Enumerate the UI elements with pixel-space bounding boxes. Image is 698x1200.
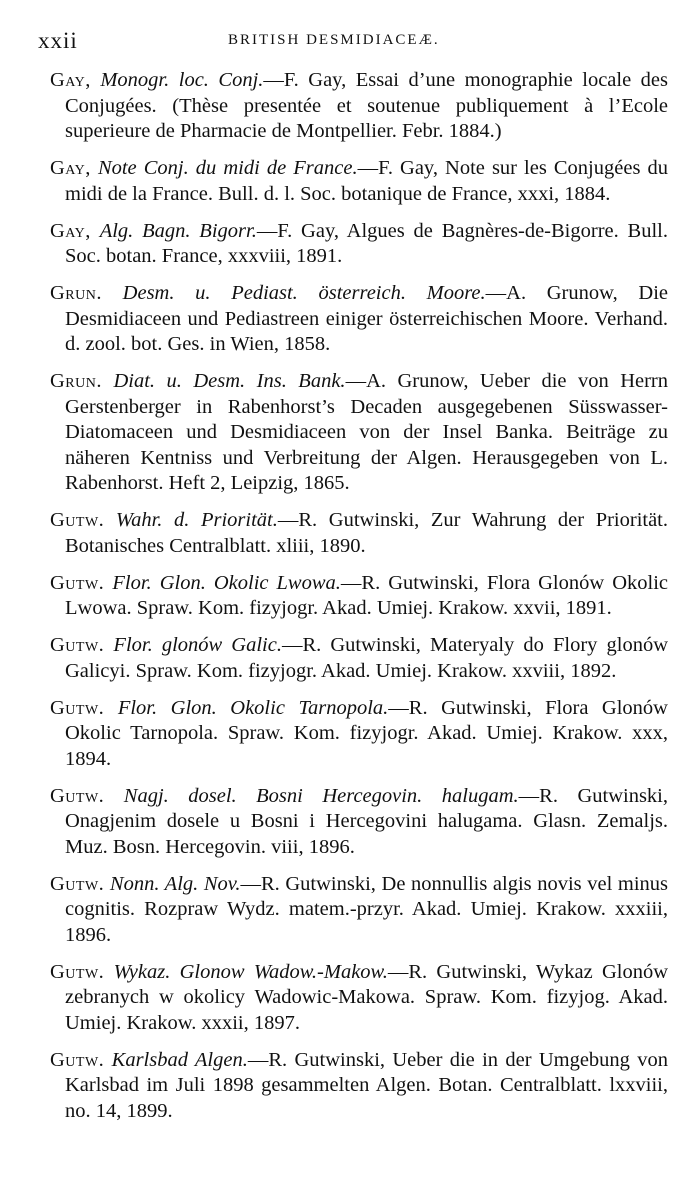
entry-abbreviation: Nonn. Alg. Nov. [109, 872, 241, 895]
entry-citation: F. Gay, Algues de Bagnères-de-Bigorre. Bull. Soc. botan. France, xxxviii, 1891. [65, 219, 668, 267]
entry-author: Gutw. [50, 571, 105, 594]
bibliography-entry: Gutw. Flor. Glon. Okolic Lwowa.—R. Gutwinski, Flora Glonów Okolic Lwowa. Spraw. Kom. fizyjogr. Akad. Umiej. Krakow. xxvii, 1891. [50, 571, 669, 619]
entry-abbreviation: Nagj. dosel. Bosni Hercegovin. halugam. [123, 784, 519, 807]
entry-author: Gutw. [50, 784, 105, 807]
entry-abbreviation: Wahr. d. Priorität. [115, 509, 278, 531]
entry-abbreviation: Desm. u. Pediast. österreich. Moore. [122, 282, 486, 304]
entry-citation: R. Gutwinski, De nonnullis algis novis vel minus cognitis. Rozpraw Wydz. matem.-przyr. Akad. Umiej. Krakow. xxxiii, 1896. [65, 872, 668, 946]
bibliography-entry: Gutw. Nagj. dosel. Bosni Hercegovin. halugam.—R. Gutwinski, Onagjenim dosele u Bosni i Hercegovini halugama. Glasn. Zemaljs. Muz. Bosn. Hercegovin. viii, 1896. [50, 784, 668, 858]
entry-author: Gutw. [50, 960, 105, 983]
entry-citation: R. Gutwinski, Flora Glonów Okolic Lwowa. Spraw. Kom. fizyjogr. Akad. Umiej. Krakow. xxvii, 1891. [65, 571, 669, 619]
bibliography-entry: Gutw. Karlsbad Algen.—R. Gutwinski, Ueber die in der Umgebung von Karlsbad im Juli 1898 gesammelten Algen. Botan. Centralblatt. lxxviii, no. 14, 1899. [50, 1048, 668, 1122]
page-number: xxii [38, 28, 78, 53]
entry-author: Gutw. [50, 872, 105, 895]
running-title: BRITISH DESMIDIACEÆ. [228, 32, 440, 48]
entry-author: Gutw. [50, 696, 105, 719]
entry-citation: A. Grunow, Ueber die von Herrn Gerstenberger in Rabenhorst’s Decaden ausgegebenen Süsswasser-Diatomaceen und Desmidiaceen von der Insel Banka. Beiträge zu näheren Kentniss und Verbreitung der Algen. Herausgegeben von L. Rabenhorst. Heft 2, Leipzig, 1865. [65, 370, 669, 494]
entry-abbreviation: Flor. glonów Galic. [113, 634, 282, 656]
entry-abbreviation: Alg. Bagn. Bigorr. [99, 219, 257, 242]
entry-author: Gutw. [50, 509, 105, 531]
entry-citation: R. Gutwinski, Onagjenim dosele u Bosni i Hercegovini halugama. Glasn. Zemaljs. Muz. Bosn. Hercegovin. viii, 1896. [65, 784, 668, 858]
bibliography-entry: Gutw. Nonn. Alg. Nov.—R. Gutwinski, De nonnullis algis novis vel minus cognitis. Rozpraw Wydz. matem.-przyr. Akad. Umiej. Krakow. xxxiii, 1896. [50, 872, 668, 946]
entry-author: Gutw. [50, 1048, 105, 1071]
bibliography-entry: Grun. Desm. u. Pediast. österreich. Moore.—A. Grunow, Die Desmidiaceen und Pediastreen einiger österreichischen Moore. Verhand. d. zool. bot. Ges. in Wien, 1858. [50, 282, 668, 355]
bibliography-entry: Gay, Alg. Bagn. Bigorr.—F. Gay, Algues de Bagnères-de-Bigorre. Bull. Soc. botan. France, xxxviii, 1891. [50, 219, 668, 267]
entry-author: Grun. [50, 370, 102, 392]
entry-citation: A. Grunow, Die Desmidiaceen und Pediastreen einiger österreichischen Moore. Verhand. d. zool. bot. Ges. in Wien, 1858. [65, 282, 668, 355]
bibliography-entry: Gutw. Flor. Glon. Okolic Tarnopola.—R. Gutwinski, Flora Glonów Okolic Tarnopola. Spraw. Kom. fizyjogr. Akad. Umiej. Krakow. xxx, 1894. [50, 696, 668, 770]
entry-citation: F. Gay, Essai d’une monographie locale des Conjugées. (Thèse presentée et soutenue publiquement à l’Ecole superieure de Pharmacie de Montpellier. Febr. 1884.) [65, 69, 669, 142]
entry-abbreviation: Monogr. loc. Conj. [100, 69, 264, 91]
entry-abbreviation: Wykaz. Glonow Wadow.-Makow. [113, 960, 388, 983]
bibliography-entry: Gay, Monogr. loc. Conj.—F. Gay, Essai d’une monographie locale des Conjugées. (Thèse presentée et soutenue publiquement à l’Ecole superieure de Pharmacie de Montpellier. Febr. 1884.) [50, 69, 669, 142]
entry-abbreviation: Note Conj. du midi de France. [97, 157, 358, 179]
entry-citation: F. Gay, Note sur les Conjugées du midi de la France. Bull. d. l. Soc. botanique de France, xxxi, 1884. [65, 157, 668, 205]
bibliography-list [38, 68, 668, 1124]
bibliography-entry: Gutw. Flor. glonów Galic.—R. Gutwinski, Materyaly do Flory glonów Galicyi. Spraw. Kom. fizyjogr. Akad. Umiej. Krakow. xxviii, 1892. [50, 634, 668, 682]
entry-citation: R. Gutwinski, Flora Glonów Okolic Tarnopola. Spraw. Kom. fizyjogr. Akad. Umiej. Krakow. xxx, 1894. [65, 696, 668, 770]
running-head [38, 18, 668, 58]
entry-author: Gutw. [50, 634, 105, 656]
entry-citation: R. Gutwinski, Ueber die in der Umgebung von Karlsbad im Juli 1898 gesammelten Algen. Botan. Centralblatt. lxxviii, no. 14, 1899. [65, 1048, 668, 1122]
entry-citation: R. Gutwinski, Zur Wahrung der Priorität. Botanisches Centralblatt. xliii, 1890. [65, 509, 668, 557]
bibliography-entry: Gutw. Wahr. d. Priorität.—R. Gutwinski, Zur Wahrung der Priorität. Botanisches Centralblatt. xliii, 1890. [50, 509, 668, 557]
entry-author: Grun. [50, 282, 102, 304]
entry-citation: R. Gutwinski, Wykaz Glonów zebranych w okolicy Wadowic-Makowa. Spraw. Kom. fizyjog. Akad. Umiej. Krakow. xxxii, 1897. [65, 960, 669, 1034]
entry-abbreviation: Diat. u. Desm. Ins. Bank. [113, 370, 346, 392]
entry-citation: R. Gutwinski, Materyaly do Flory glonów Galicyi. Spraw. Kom. fizyjogr. Akad. Umiej. Krakow. xxviii, 1892. [65, 634, 668, 682]
bibliography-entry: Gutw. Wykaz. Glonow Wadow.-Makow.—R. Gutwinski, Wykaz Glonów zebranych w okolicy Wadowic-Makowa. Spraw. Kom. fizyjog. Akad. Umiej. Krakow. xxxii, 1897. [50, 960, 669, 1034]
entry-author: Gay, [50, 219, 91, 242]
bibliography-entry: Gay, Note Conj. du midi de France.—F. Gay, Note sur les Conjugées du midi de la France. Bull. d. l. Soc. botanique de France, xxxi, 1884. [50, 157, 668, 205]
entry-abbreviation: Karlsbad Algen. [111, 1048, 248, 1071]
bibliography-entry: Grun. Diat. u. Desm. Ins. Bank.—A. Grunow, Ueber die von Herrn Gerstenberger in Rabenhorst’s Decaden ausgegebenen Süsswasser-Diatomaceen und Desmidiaceen von der Insel Banka. Beiträge zu näheren Kentniss und Verbreitung der Algen. Herausgegeben von L. Rabenhorst. Heft 2, Leipzig, 1865. [50, 370, 669, 494]
entry-author: Gay, [50, 69, 91, 91]
entry-author: Gay, [50, 157, 91, 179]
entry-abbreviation: Flor. Glon. Okolic Tarnopola. [117, 696, 389, 719]
entry-abbreviation: Flor. Glon. Okolic Lwowa. [112, 571, 341, 594]
